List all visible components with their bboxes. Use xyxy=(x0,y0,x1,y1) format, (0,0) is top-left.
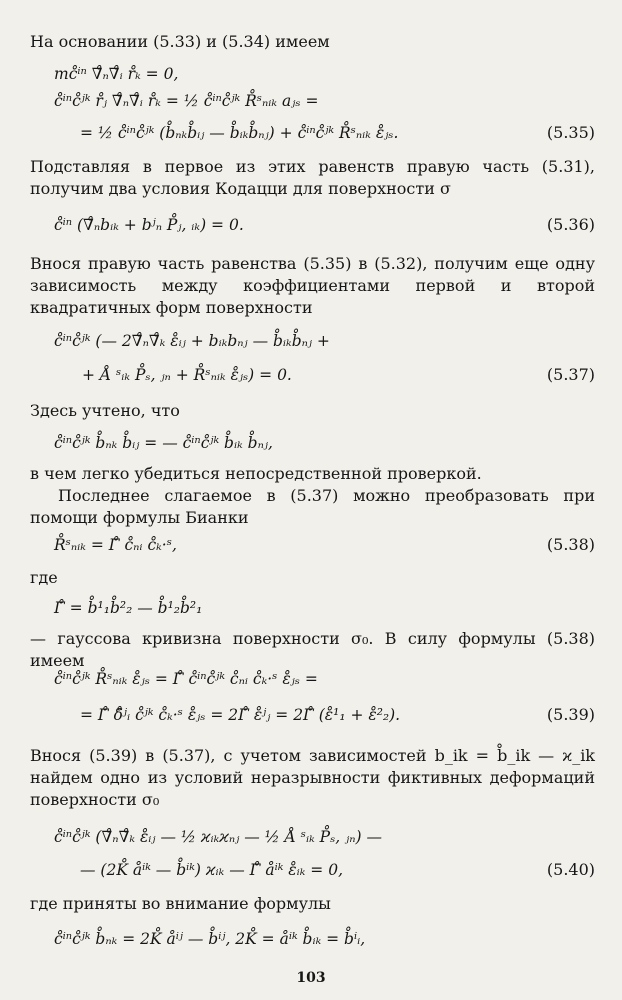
equation: — (2K̊ åⁱᵏ — b̊ⁱᵏ) ϰᵢₖ — Γ̊ åⁱᵏ ε̊ᵢₖ = 0, xyxy=(80,861,344,879)
equation-row xyxy=(30,330,595,354)
equation-row xyxy=(30,668,595,692)
equation: = Γ̊ δ̊ʲᵢ c̊ʲᵏ c̊ₖ·ˢ ε̊ⱼₛ = 2Γ̊ ε̊ʲⱼ = 2Γ̊ (ε̊¹₁ + ε̊²₂). xyxy=(80,706,401,724)
equation: c̊ⁱⁿc̊ʲᵏ b̊ₙₖ b̊ᵢⱼ = — c̊ⁱⁿc̊ʲᵏ b̊ᵢₖ b̊ₙⱼ, xyxy=(54,434,273,452)
equation-row xyxy=(30,214,595,238)
equation-row xyxy=(30,63,595,87)
equation: c̊ⁱⁿc̊ʲᵏ (— 2∇̊ₙ∇̊ₖ ε̊ᵢⱼ + bᵢₖbₙⱼ — b̊ᵢₖb̊ₙⱼ + xyxy=(54,332,330,350)
paragraph-3: Внося правую часть равенства (5.35) в (5.32), получим еще одну зависимость между коэффициентами первой и второй квадратичных форм поверхности xyxy=(30,254,595,317)
equation-row xyxy=(30,90,595,114)
equation-row xyxy=(30,859,595,883)
paragraph-7: где xyxy=(30,568,58,587)
paragraph-2: Подставляя в первое из этих равенств правую часть (5.31), получим два условия Кодацци для поверхности σ xyxy=(30,157,595,198)
paragraph-6: Последнее слагаемое в (5.37) можно преобразовать при помощи формулы Бианки xyxy=(30,486,595,527)
equation-number: (5.40) xyxy=(546,860,595,879)
paragraph-1: На основании (5.33) и (5.34) имеем xyxy=(30,32,330,51)
equation: c̊ⁱⁿc̊ʲᵏ r̊ⱼ ∇̊ₙ∇̊ᵢ r̊ₖ = ½ c̊ⁱⁿc̊ʲᵏ R̊ˢₙᵢₖ aⱼₛ = xyxy=(54,92,319,110)
equation: Γ̊ = b̊¹₁b̊²₂ — b̊¹₂b̊²₁ xyxy=(54,599,203,617)
paragraph-10: где приняты во внимание формулы xyxy=(30,894,331,913)
paragraph-8: — гауссова кривизна поверхности σ₀. В силу формулы (5.38) имеем xyxy=(30,629,595,670)
equation: = ½ c̊ⁱⁿc̊ʲᵏ (b̊ₙₖb̊ᵢⱼ — b̊ᵢₖb̊ₙⱼ) + c̊ⁱⁿc̊ʲᵏ R̊ˢₙᵢₖ ε̊ⱼₛ. xyxy=(80,124,399,142)
equation-number: (5.36) xyxy=(546,215,595,234)
equation-number: (5.35) xyxy=(546,123,595,142)
equation-number: (5.39) xyxy=(546,705,595,724)
equation-number: (5.38) xyxy=(546,535,595,554)
equation: mc̊ⁱⁿ ∇̊ₙ∇̊ᵢ r̊ₖ = 0, xyxy=(54,65,179,83)
equation-row xyxy=(30,122,595,146)
equation-row xyxy=(30,928,595,952)
equation: + Å ˢᵢₖ P̊ₛ, ⱼₙ + R̊ˢₙᵢₖ ε̊ⱼₛ) = 0. xyxy=(82,366,292,384)
equation-row xyxy=(30,432,595,456)
equation-row xyxy=(30,534,595,558)
paragraph-5: в чем легко убедиться непосредственной проверкой. xyxy=(30,464,482,483)
equation-number: (5.37) xyxy=(546,365,595,384)
equation: c̊ⁱⁿ (∇̊ₙbᵢₖ + bʲₙ P̊ⱼ, ᵢₖ) = 0. xyxy=(54,216,244,234)
paragraph-9: Внося (5.39) в (5.37), с учетом зависимостей b_ik = b̊_ik — ϰ_ik найдем одно из условий неразрывности фиктивных деформаций поверхности σ₀ xyxy=(30,746,595,809)
equation: R̊ˢₙᵢₖ = Γ̊ c̊ₙᵢ c̊ₖ·ˢ, xyxy=(54,536,177,554)
equation: c̊ⁱⁿc̊ʲᵏ b̊ₙₖ = 2K̊ åⁱʲ — b̊ⁱʲ, 2K̊ = åⁱᵏ b̊ᵢₖ = b̊ⁱᵢ, xyxy=(54,930,366,948)
paragraph-4: Здесь учтено, что xyxy=(30,401,180,420)
equation-row xyxy=(30,826,595,850)
equation-row xyxy=(30,597,595,621)
equation: c̊ⁱⁿc̊ʲᵏ (∇̊ₙ∇̊ₖ ε̊ᵢⱼ — ½ ϰᵢₖϰₙⱼ — ½ Å ˢᵢₖ P̊ₛ, ⱼₙ) — xyxy=(54,828,383,846)
equation: c̊ⁱⁿc̊ʲᵏ R̊ˢₙᵢₖ ε̊ⱼₛ = Γ̊ c̊ⁱⁿc̊ʲᵏ c̊ₙᵢ c̊ₖ·ˢ ε̊ⱼₛ = xyxy=(54,670,318,688)
page-number: 103 xyxy=(296,970,326,986)
equation-row xyxy=(30,364,595,388)
equation-row xyxy=(30,704,595,728)
